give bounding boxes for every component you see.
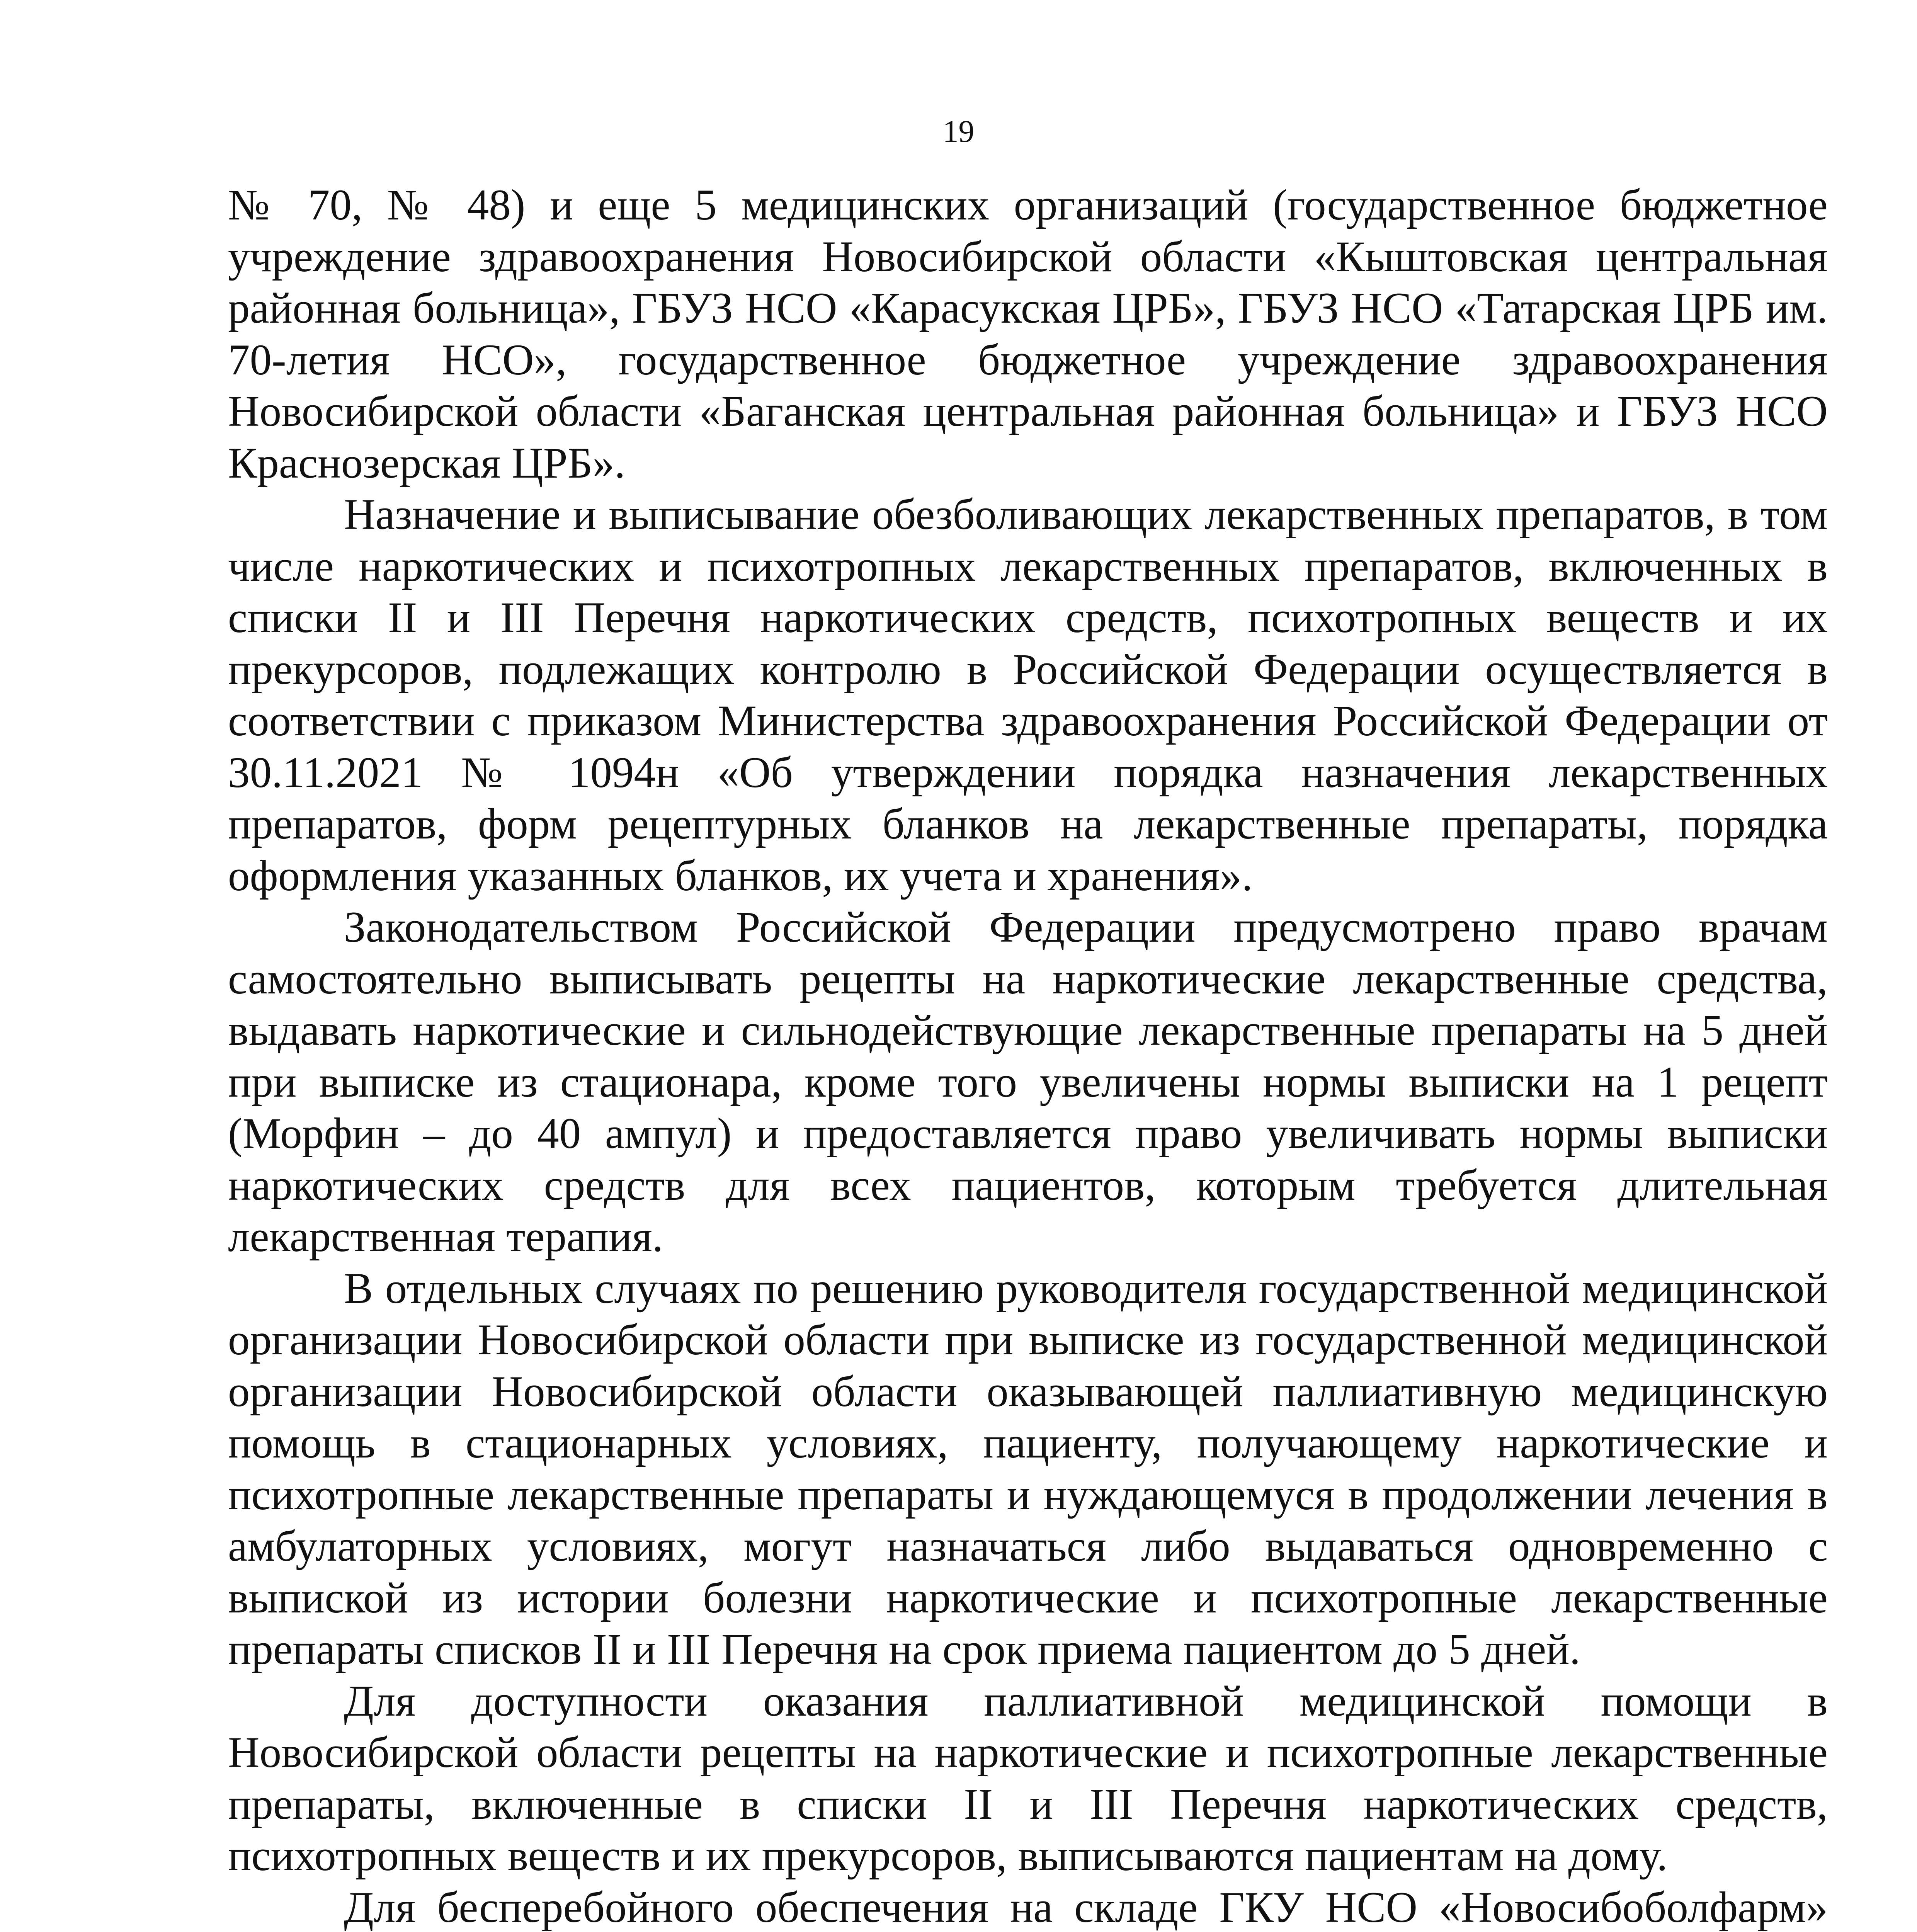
paragraph-legislation: Законодательством Российской Федерации предусмотрено право врачам самостоятельно выписывать рецепты на наркотические лекарственные средства, выдавать наркотические и сильнодействующие лекарственные препараты на 5 дней при выписке из стационара, кроме того увеличены нормы выписки на 1 рецепт (Морфин – до 40 ампул) и предоставляется право увеличивать нормы выписки наркотических средств для всех пациентов, которым требуется длительная лекарственная терапия. [228, 903, 1828, 1261]
paragraph-discharge-cases: В отдельных случаях по решению руководителя государственной медицинской организации Новосибирской области при выписке из государственной медицинской организации Новосибирской области оказывающей паллиативную медицинскую помощь в стационарных условиях, пациенту, получающему наркотические и психотропные лекарственные препараты и нуждающемуся в продолжении лечения в амбулаторных условиях, могут назначаться либо выдаваться одновременно с выпиской из истории болезни наркотические и психотропные лекарственные препараты списков II и III Перечня на срок приема пациентом до 5 дней. [228, 1264, 1828, 1673]
paragraph-palliative-access: Для доступности оказания паллиативной медицинской помощи в Новосибирской области рецепты на наркотические и психотропные лекарственные препараты, включенные в списки II и III Перечня наркотических средств, психотропных веществ и их прекурсоров, выписываются пациентам на дому. [228, 1677, 1828, 1880]
paragraph-warehouse-supply: Для бесперебойного обеспечения на складе ГКУ НСО «Новосибоболфарм» [344, 1883, 1828, 1932]
document-body [228, 179, 1828, 1932]
paragraph-prescription-order: Назначение и выписывание обезболивающих лекарственных препаратов, в том числе наркотических и психотропных лекарственных препаратов, включенных в списки II и III Перечня наркотических средств, психотропных веществ и их прекурсоров, подлежащих контролю в Российской Федерации осуществляется в соответствии с приказом Министерства здравоохранения Российской Федерации от 30.11.2021 № 1094н «Об утверждении порядка назначения лекарственных препаратов, форм рецептурных бланков на лекарственные препараты, порядка оформления указанных бланков, их учета и хранения». [228, 490, 1828, 900]
page-number: 19 [942, 114, 975, 149]
paragraph-continuation: № 70, № 48) и еще 5 медицинских организаций (государственное бюджетное учреждение здравоохранения Новосибирской области «Кыштовская центральная районная больница», ГБУЗ НСО «Карасукская ЦРБ», ГБУЗ НСО «Татарская ЦРБ им. 70-летия НСО», государственное бюджетное учреждение здравоохранения Новосибирской области «Баганская центральная районная больница» и ГБУЗ НСО Краснозерская ЦРБ». [228, 181, 1828, 487]
